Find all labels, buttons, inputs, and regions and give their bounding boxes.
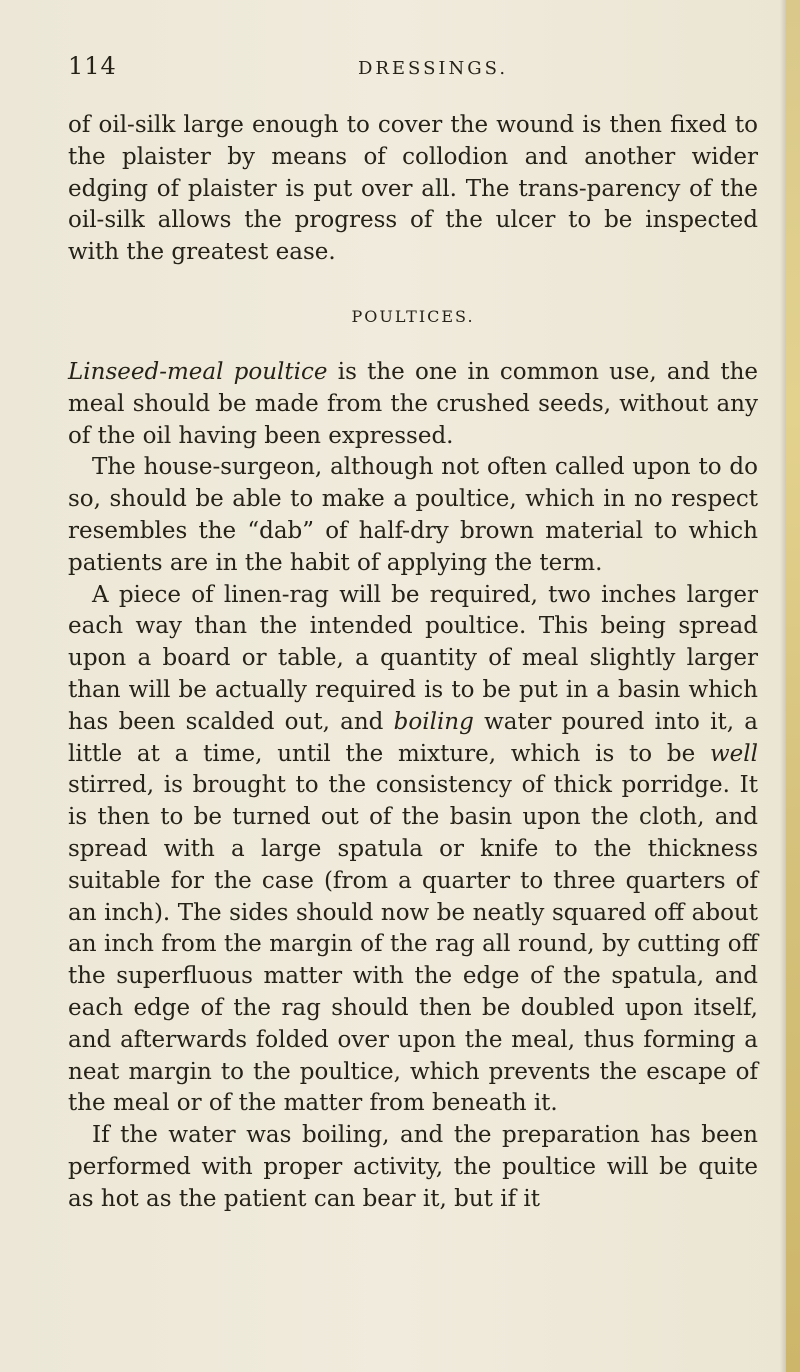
paragraph-linen-rag (68, 580, 758, 1121)
emphasis-boiling: boiling (393, 708, 474, 735)
term-linseed-meal-poultice: Linseed-meal poultice (68, 358, 328, 385)
running-head: DRESSINGS. (357, 58, 509, 79)
page-header (68, 52, 758, 92)
paragraph-linen-rag-text-c: stirred, is brought to the consistency of thick porridge. It is then to be turned out of the basin upon the cloth, and spread with a large spatula or knife to the thickness suitable for the case (from a quarter to three quarters of an inch). The sides should now be neatly squared off about an inch from the margin of the rag all round, by cutting off the superfluous matter with the edge of the spatula, and each edge of the rag should then be doubled upon itself, and afterwards folded over upon the meal, thus forming a neat margin to the poultice, which prevents the escape of the meal or of the matter from beneath it. (68, 772, 758, 1117)
paragraph-linseed-text: is the one in common use, and the meal should be made from the crushed seeds, without any of the oil having been expressed. (68, 358, 759, 449)
page-edge (786, 0, 800, 1372)
page-body (68, 110, 758, 1216)
paragraph-linen-rag-text-b: water poured into it, a little at a time, until the mixture, which is to be (68, 708, 758, 767)
section-heading: POULTICES. (351, 306, 475, 326)
page-number: 114 (68, 52, 117, 80)
paragraph-intro: of oil-silk large enough to cover the wound is then fixed to the plaister by means of collodion and another wider edging of plaister is put over all. The trans-parency of the oil-silk allows the progress of the ulcer to be inspected with the greatest ease. (68, 112, 758, 266)
paragraph-house-surgeon: The house-surgeon, although not often called upon to do so, should be able to make a poultice, which in no respect resembles the “dab” of half-dry brown material to which patients are in the habit of applying the term. (68, 454, 758, 576)
paragraph-linseed (68, 357, 758, 452)
emphasis-well: well (709, 740, 758, 767)
paragraph-boiling-water: If the water was boiling, and the preparation has been performed with proper activity, the poultice will be quite as hot as the patient can bear it, but if it (68, 1122, 758, 1212)
paragraph-linen-rag-text-a: A piece of linen-rag will be required, two inches larger each way than the intended poultice. This being spread upon a board or table, a quantity of meal slightly larger than will be actually required is to be put in a basin which has been scalded out, and (68, 581, 758, 735)
